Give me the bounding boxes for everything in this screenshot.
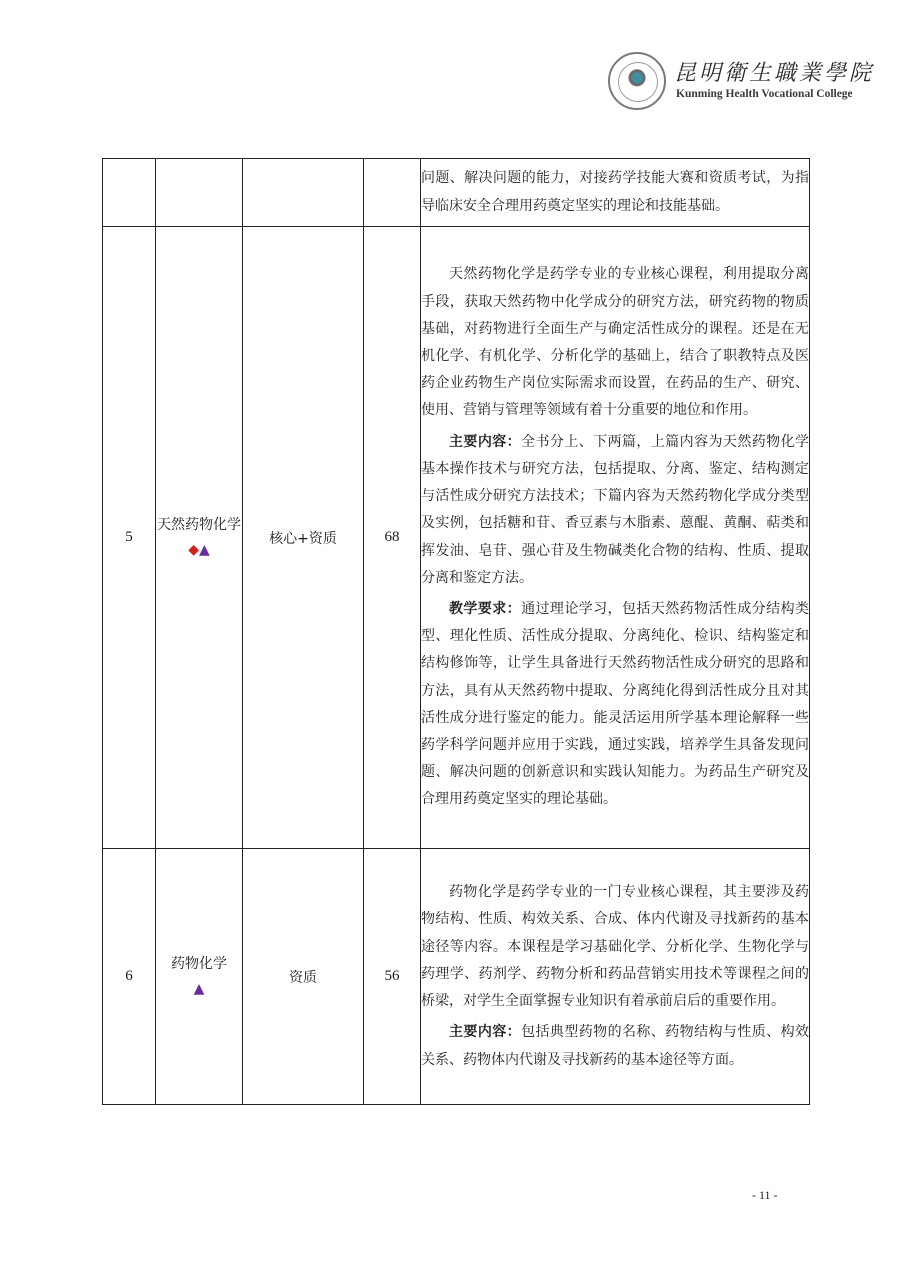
main-content-label: 主要内容： bbox=[449, 433, 522, 450]
page-header bbox=[608, 52, 878, 112]
course-name-cell bbox=[156, 849, 243, 1105]
college-name-cn: 昆明衛生職業學院 bbox=[674, 61, 875, 86]
table-row bbox=[103, 159, 810, 227]
college-name-en: Kunming Health Vocational College bbox=[676, 88, 853, 100]
description-paragraph bbox=[421, 596, 809, 814]
description-paragraph: 问题、解决问题的能力，对接药学技能大赛和资质考试，为指导临床安全合理用药奠定坚实的理论和技能基础。 bbox=[421, 170, 809, 214]
core-course-diamond-icon: ◆ bbox=[188, 541, 199, 558]
course-name: 天然药物化学 bbox=[157, 516, 241, 533]
course-description-cell bbox=[421, 227, 810, 849]
course-hours-cell bbox=[364, 159, 421, 227]
page-number: - 11 - bbox=[752, 1188, 778, 1202]
main-content-label: 主要内容： bbox=[449, 1024, 522, 1041]
course-name-cell bbox=[156, 227, 243, 849]
main-content-text: 全书分上、下两篇，上篇内容为天然药物化学基本操作技术与研究方法，包括提取、分离、鉴定、结构测定与活性成分研究方法技术；下篇内容为天然药物化学成分类型及实例，包括糖和苷、香豆素与木脂素、蒽醌、黄酮、萜类和挥发油、皂苷、强心苷及生物碱类化合物的结构、性质、提取分离和鉴定方法。 bbox=[421, 433, 810, 586]
main-content-text: 包括典型药物的名称、药物结构与性质、构效关系、药物体内代谢及寻找新药的基本途径等方面。 bbox=[421, 1024, 810, 1068]
table-row bbox=[103, 227, 810, 849]
course-name-cell bbox=[156, 159, 243, 227]
course-hours-cell: 68 bbox=[364, 227, 421, 849]
course-type-cell bbox=[243, 159, 364, 227]
table-row bbox=[103, 849, 810, 1105]
course-table bbox=[102, 158, 810, 1105]
teaching-requirement-text: 通过理论学习，包括天然药物活性成分结构类型、理化性质、活性成分提取、分离纯化、检识、结构鉴定和结构修饰等，让学生具备进行天然药物活性成分研究的思路和方法，具有从天然药物中提取、分离纯化得到活性成分且对其活性成分进行鉴定的能力。能灵活运用所学基本理论解释一些药学科学问题并应用于实践，通过实践，培养学生具备发现问题、解决问题的创新意识和实践认知能力。为药品生产研究及合理用药奠定坚实的理论基础。 bbox=[421, 600, 810, 808]
qualification-triangle-icon: ▲ bbox=[193, 980, 205, 997]
description-paragraph bbox=[421, 429, 809, 592]
course-hours-cell: 56 bbox=[364, 849, 421, 1105]
course-number-cell bbox=[103, 159, 156, 227]
qualification-triangle-icon: ▲ bbox=[199, 541, 210, 558]
course-type-cell: 资质 bbox=[243, 849, 364, 1105]
teaching-requirement-label: 教学要求： bbox=[449, 600, 522, 617]
course-description-cell bbox=[421, 159, 810, 227]
course-number-cell: 6 bbox=[103, 849, 156, 1105]
description-paragraph: 天然药物化学是药学专业的专业核心课程，利用提取分离手段，获取天然药物中化学成分的研究方法，研究药物的物质基础，对药物进行全面生产与确定活性成分的课程。还是在无机化学、有机化学、分析化学的基础上，结合了职教特点及医药企业药物生产岗位实际需求而设置，在药品的生产、研究、使用、营销与管理等领域有着十分重要的地位和作用。 bbox=[421, 266, 809, 419]
course-number-cell: 5 bbox=[103, 227, 156, 849]
course-description-cell bbox=[421, 849, 810, 1105]
description-paragraph: 药物化学是药学专业的一门专业核心课程，其主要涉及药物结构、性质、构效关系、合成、体内代谢及寻找新药的基本途径等内容。本课程是学习基础化学、分析化学、生物化学与药理学、药剂学、药物分析和药品营销实用技术等课程之间的桥梁，对学生全面掌握专业知识有着承前启后的重要作用。 bbox=[421, 884, 809, 1010]
course-type-cell: 核心+资质 bbox=[243, 227, 364, 849]
description-paragraph bbox=[421, 1019, 809, 1073]
course-name: 药物化学 bbox=[171, 955, 227, 972]
college-seal-logo bbox=[608, 52, 666, 110]
